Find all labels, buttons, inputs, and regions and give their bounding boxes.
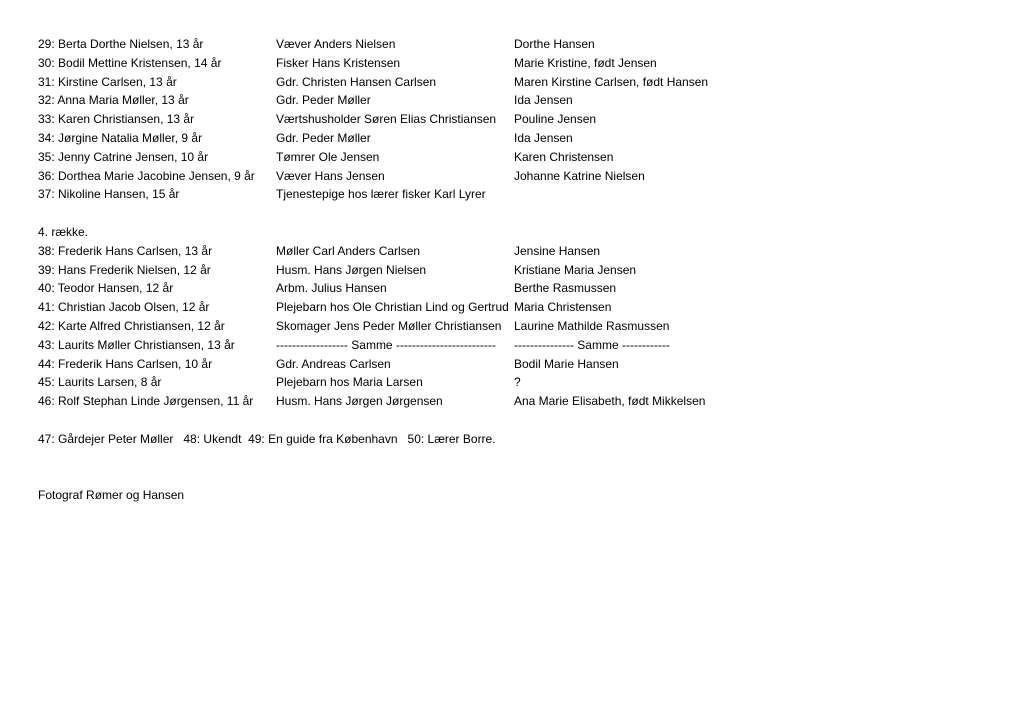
father-cell: Gdr. Christen Hansen Carlsen [276, 74, 437, 89]
father-cell: Husm. Hans Jørgen Jørgensen [276, 394, 443, 409]
mother-cell: Ana Marie Elisabeth, født Mikkelsen [514, 394, 706, 409]
father-cell: Plejebarn hos Maria Larsen [276, 375, 423, 390]
list-item [38, 242, 998, 261]
mother-cell: Marie Kristine, født Jensen [514, 55, 657, 70]
mother-cell: Maria Christensen [514, 300, 612, 315]
child-name-cell: 43: Laurits Møller Christiansen, 13 år [38, 337, 235, 352]
child-name-cell: 38: Frederik Hans Carlsen, 13 år [38, 243, 213, 258]
list-item [38, 73, 998, 92]
section-heading: 4. række. [38, 224, 89, 239]
mother-cell: ? [514, 375, 521, 390]
spacer [38, 204, 998, 223]
mother-cell: Maren Kirstine Carlsen, født Hansen [514, 74, 709, 89]
spacer [38, 411, 998, 430]
list-item [38, 298, 998, 317]
list-item [38, 167, 998, 186]
child-name-cell: 42: Karte Alfred Christiansen, 12 år [38, 318, 225, 333]
list-item [38, 91, 998, 110]
list-item [38, 110, 998, 129]
list-item [38, 185, 998, 204]
child-name-cell: 37: Nikoline Hansen, 15 år [38, 187, 180, 202]
list-item [38, 279, 998, 298]
row-list-section-2 [38, 242, 998, 411]
list-item [38, 373, 998, 392]
father-cell: Værtshusholder Søren Elias Christiansen [276, 112, 497, 127]
father-cell: Skomager Jens Peder Møller Christiansen [276, 318, 502, 333]
mother-cell: Jensine Hansen [514, 243, 601, 258]
mother-cell: Karen Christensen [514, 149, 614, 164]
mother-cell: --------------- Samme ------------ [514, 337, 670, 352]
father-cell: Væver Hans Jensen [276, 168, 385, 183]
mother-cell: Ida Jensen [514, 130, 573, 145]
child-name-cell: 36: Dorthea Marie Jacobine Jensen, 9 år [38, 168, 255, 183]
father-cell: Gdr. Peder Møller [276, 130, 371, 145]
father-cell: Arbm. Julius Hansen [276, 281, 387, 296]
list-item [38, 317, 998, 336]
child-name-cell: 33: Karen Christiansen, 13 år [38, 112, 195, 127]
father-cell: Gdr. Peder Møller [276, 93, 371, 108]
father-cell: Væver Anders Nielsen [276, 37, 396, 51]
mother-cell: Bodil Marie Hansen [514, 356, 619, 371]
child-name-cell: 31: Kirstine Carlsen, 13 år [38, 74, 177, 89]
mother-cell: Laurine Mathilde Rasmussen [514, 318, 670, 333]
child-name-cell: 46: Rolf Stephan Linde Jørgensen, 11 år [38, 394, 254, 409]
document-page [38, 35, 998, 505]
list-item [38, 392, 998, 411]
child-name-cell: 30: Bodil Mettine Kristensen, 14 år [38, 55, 222, 70]
child-name-cell: 29: Berta Dorthe Nielsen, 13 år [38, 37, 204, 51]
mother-cell: Ida Jensen [514, 93, 573, 108]
list-item [38, 35, 998, 54]
father-cell: Tjenestepige hos lærer fisker Karl Lyrer [276, 187, 486, 202]
spacer [38, 449, 998, 487]
mother-cell: Johanne Katrine Nielsen [514, 168, 645, 183]
photographer-credit: Fotograf Rømer og Hansen [38, 488, 185, 503]
list-item [38, 355, 998, 374]
mother-cell [514, 185, 814, 204]
child-name-cell: 34: Jørgine Natalia Møller, 9 år [38, 130, 203, 145]
mother-cell: Dorthe Hansen [514, 37, 595, 51]
list-item [38, 54, 998, 73]
child-name-cell: 45: Laurits Larsen, 8 år [38, 375, 162, 390]
father-cell: ------------------ Samme ------------------------- [276, 337, 496, 352]
extra-people-line: 47: Gårdejer Peter Møller 48: Ukendt 49: En guide fra København 50: Lærer Borre. [38, 431, 496, 446]
father-cell: Tømrer Ole Jensen [276, 149, 380, 164]
mother-cell: Pouline Jensen [514, 112, 597, 127]
mother-cell: Berthe Rasmussen [514, 281, 617, 296]
row-list-section-1 [38, 35, 998, 204]
list-item [38, 336, 998, 355]
child-name-cell: 35: Jenny Catrine Jensen, 10 år [38, 149, 209, 164]
child-name-cell: 40: Teodor Hansen, 12 år [38, 281, 174, 296]
father-cell: Fisker Hans Kristensen [276, 55, 401, 70]
child-name-cell: 32: Anna Maria Møller, 13 år [38, 93, 189, 108]
list-item [38, 148, 998, 167]
father-cell: Husm. Hans Jørgen Nielsen [276, 262, 427, 277]
list-item [38, 129, 998, 148]
mother-cell: Kristiane Maria Jensen [514, 262, 637, 277]
father-cell: Møller Carl Anders Carlsen [276, 243, 421, 258]
child-name-cell: 39: Hans Frederik Nielsen, 12 år [38, 262, 211, 277]
father-cell: Gdr. Andreas Carlsen [276, 356, 391, 371]
father-cell: Plejebarn hos Ole Christian Lind og Gertrud [276, 300, 509, 315]
list-item [38, 261, 998, 280]
child-name-cell: 41: Christian Jacob Olsen, 12 år [38, 300, 210, 315]
child-name-cell: 44: Frederik Hans Carlsen, 10 år [38, 356, 213, 371]
